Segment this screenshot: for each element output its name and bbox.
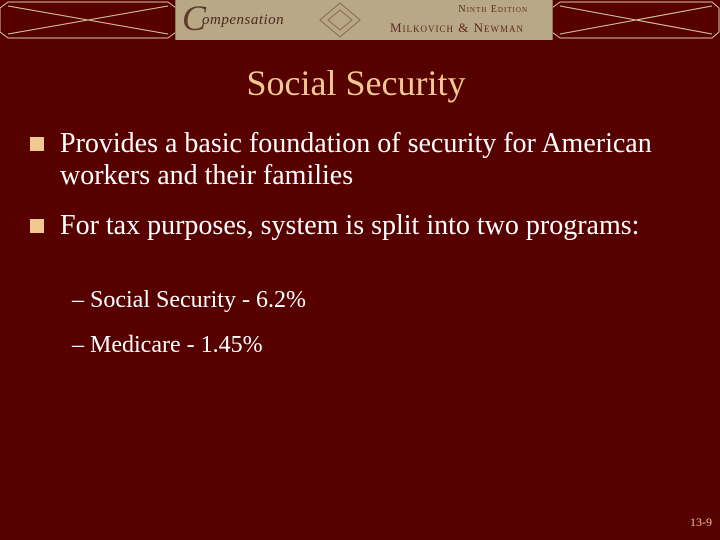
authors-label: Milkovich & Newman bbox=[389, 20, 524, 35]
sub-item: – Social Security - 6.2% bbox=[72, 287, 306, 313]
edition-plate bbox=[365, 0, 553, 40]
logo-letter: C bbox=[182, 0, 207, 38]
compensation-logo bbox=[175, 0, 316, 40]
edition-label: Ninth Edition bbox=[458, 4, 528, 15]
bullet-item bbox=[30, 210, 690, 242]
bullet-text: Provides a basic foundation of security for American workers and their families bbox=[60, 128, 652, 191]
bullet-text: For tax purposes, system is split into two programs: bbox=[60, 210, 640, 241]
diamond-ornament-icon bbox=[315, 0, 365, 40]
square-bullet-icon bbox=[30, 137, 44, 151]
header-banner bbox=[0, 0, 720, 40]
slide-title: Social Security bbox=[246, 63, 466, 103]
diamond-ornament bbox=[315, 0, 365, 40]
sub-item: – Medicare - 1.45% bbox=[72, 332, 263, 358]
page-number: 13-9 bbox=[690, 515, 712, 529]
bullet-item bbox=[30, 128, 690, 192]
logo-word: ompensation bbox=[202, 12, 285, 28]
square-bullet-icon bbox=[30, 219, 44, 233]
